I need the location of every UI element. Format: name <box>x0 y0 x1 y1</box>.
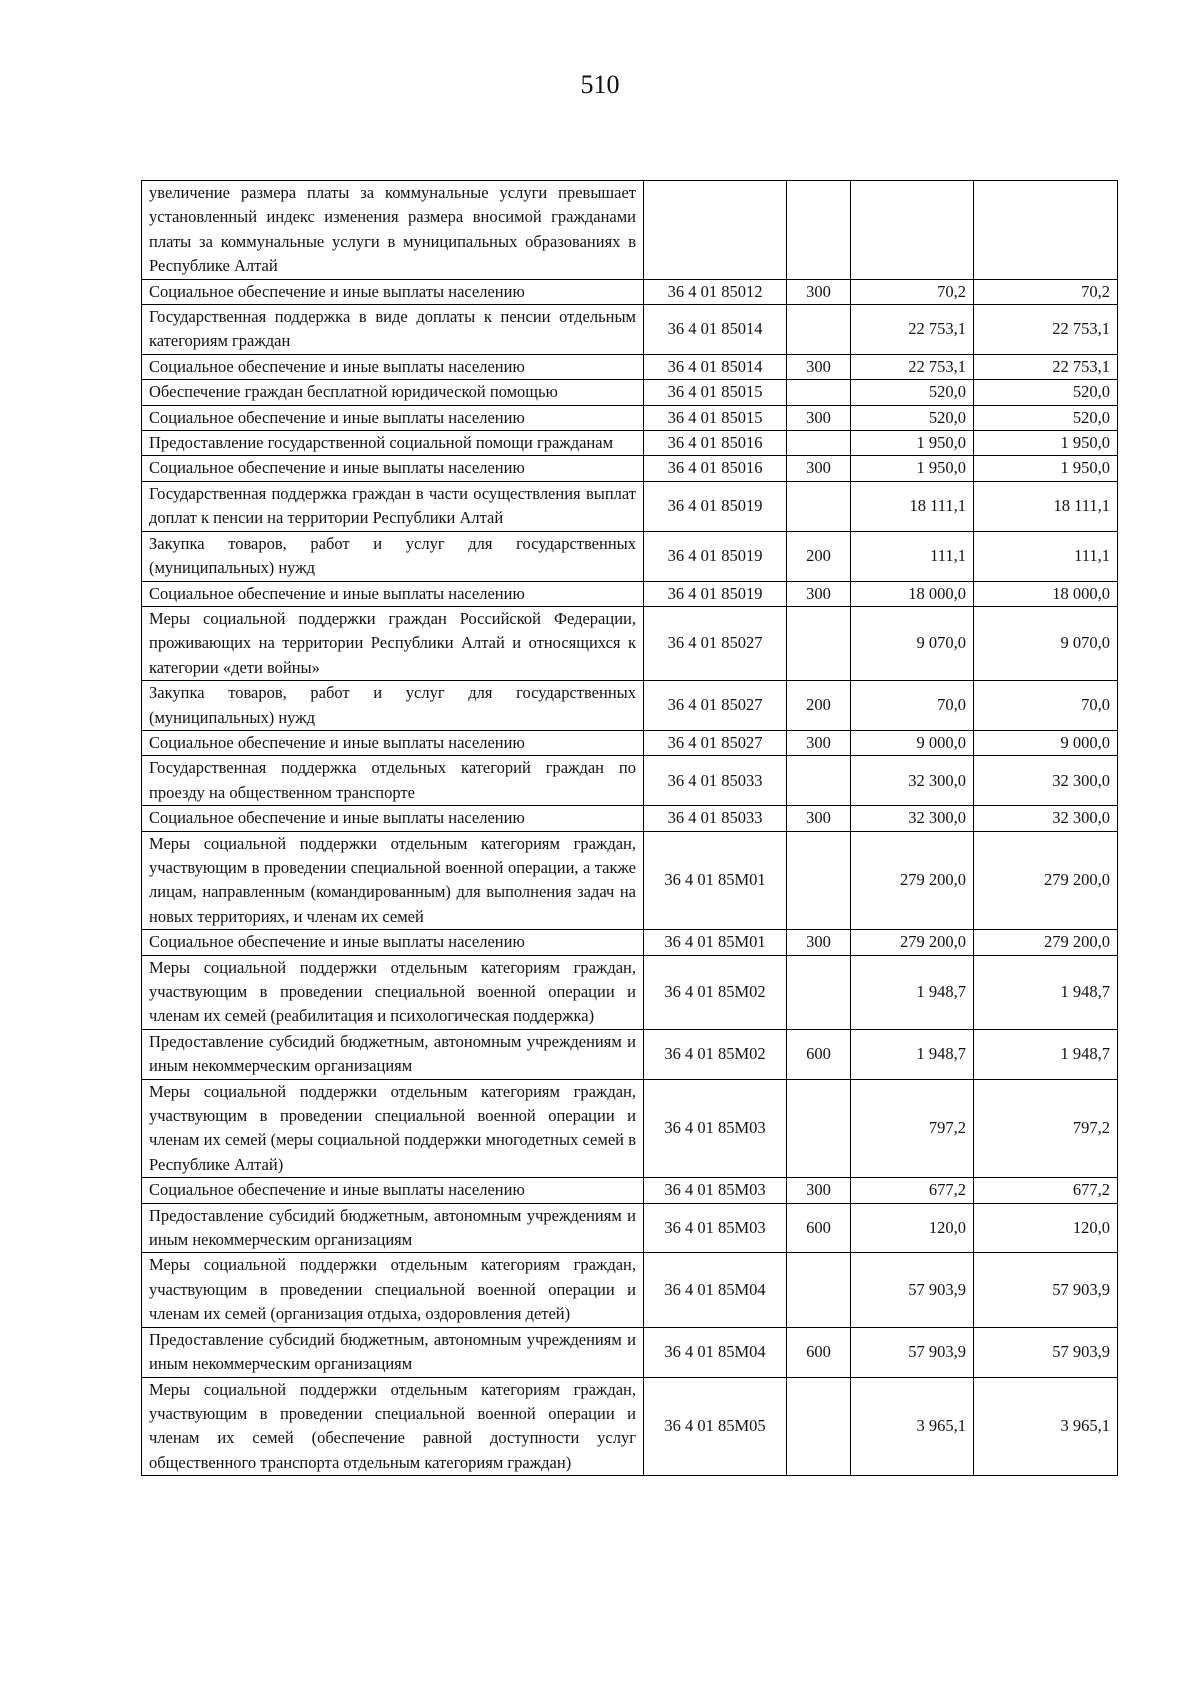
table-row <box>142 279 1118 304</box>
row-amount-year-1 <box>851 181 974 280</box>
table-row <box>142 1377 1118 1476</box>
row-target-code: 36 4 01 85М03 <box>644 1079 787 1178</box>
row-amount-year-1: 57 903,9 <box>851 1253 974 1327</box>
row-amount-year-2: 520,0 <box>974 405 1118 430</box>
table-row <box>142 481 1118 531</box>
row-amount-year-2: 22 753,1 <box>974 305 1118 355</box>
row-description: Меры социальной поддержки отдельным категориям граждан, участвующим в проведении специальной военной операции, а также лицам, направленным (командированным) для выполнения задач на новых территориях, и членам их семей <box>142 831 644 930</box>
row-amount-year-2: 57 903,9 <box>974 1327 1118 1377</box>
row-amount-year-1: 279 200,0 <box>851 930 974 955</box>
table-row <box>142 305 1118 355</box>
row-amount-year-2: 3 965,1 <box>974 1377 1118 1476</box>
row-amount-year-1: 18 000,0 <box>851 581 974 606</box>
row-amount-year-2: 1 948,7 <box>974 955 1118 1029</box>
row-target-code: 36 4 01 85М04 <box>644 1327 787 1377</box>
table-row <box>142 456 1118 481</box>
row-description: Меры социальной поддержки отдельным категориям граждан, участвующим в проведении специальной военной операции и членам их семей (меры социальной поддержки многодетных семей в Республике Алтай) <box>142 1079 644 1178</box>
row-amount-year-1: 70,0 <box>851 681 974 731</box>
row-amount-year-2: 70,0 <box>974 681 1118 731</box>
row-target-code: 36 4 01 85М01 <box>644 831 787 930</box>
row-amount-year-2 <box>974 181 1118 280</box>
row-amount-year-1: 520,0 <box>851 380 974 405</box>
row-description: Социальное обеспечение и иные выплаты населению <box>142 1178 644 1203</box>
row-description: Предоставление субсидий бюджетным, автономным учреждениям и иным некоммерческим организациям <box>142 1327 644 1377</box>
row-description: Социальное обеспечение и иные выплаты населению <box>142 405 644 430</box>
table-row <box>142 1079 1118 1178</box>
row-target-code: 36 4 01 85014 <box>644 354 787 379</box>
row-amount-year-2: 520,0 <box>974 380 1118 405</box>
row-description: Государственная поддержка отдельных категорий граждан по проезду на общественном транспорте <box>142 756 644 806</box>
row-amount-year-2: 9 070,0 <box>974 606 1118 680</box>
row-amount-year-2: 120,0 <box>974 1203 1118 1253</box>
row-target-code: 36 4 01 85014 <box>644 305 787 355</box>
table-row <box>142 581 1118 606</box>
row-expense-type <box>787 380 851 405</box>
row-description: Закупка товаров, работ и услуг для государственных (муниципальных) нужд <box>142 681 644 731</box>
row-target-code: 36 4 01 85016 <box>644 456 787 481</box>
row-expense-type <box>787 1079 851 1178</box>
row-description: Государственная поддержка граждан в части осуществления выплат доплат к пенсии на территории Республики Алтай <box>142 481 644 531</box>
table-row <box>142 806 1118 831</box>
row-amount-year-2: 32 300,0 <box>974 756 1118 806</box>
row-expense-type: 300 <box>787 930 851 955</box>
row-target-code: 36 4 01 85027 <box>644 606 787 680</box>
row-description: Предоставление субсидий бюджетным, автономным учреждениям и иным некоммерческим организациям <box>142 1029 644 1079</box>
row-target-code: 36 4 01 85019 <box>644 481 787 531</box>
row-target-code: 36 4 01 85019 <box>644 531 787 581</box>
table-row <box>142 606 1118 680</box>
table-row <box>142 1253 1118 1327</box>
row-target-code: 36 4 01 85М02 <box>644 955 787 1029</box>
row-description: Социальное обеспечение и иные выплаты населению <box>142 354 644 379</box>
row-description: Меры социальной поддержки отдельным категориям граждан, участвующим в проведении специальной военной операции и членам их семей (организация отдыха, оздоровления детей) <box>142 1253 644 1327</box>
row-amount-year-1: 3 965,1 <box>851 1377 974 1476</box>
row-amount-year-2: 70,2 <box>974 279 1118 304</box>
table-row <box>142 1178 1118 1203</box>
row-amount-year-1: 1 948,7 <box>851 1029 974 1079</box>
row-description: Государственная поддержка в виде доплаты к пенсии отдельным категориям граждан <box>142 305 644 355</box>
table-row <box>142 681 1118 731</box>
row-expense-type <box>787 606 851 680</box>
row-description: Меры социальной поддержки отдельным категориям граждан, участвующим в проведении специальной военной операции и членам их семей (обеспечение равной доступности услуг общественного транспорта отдельным категориям граждан) <box>142 1377 644 1476</box>
row-target-code: 36 4 01 85015 <box>644 380 787 405</box>
table-row <box>142 1203 1118 1253</box>
row-amount-year-1: 9 070,0 <box>851 606 974 680</box>
row-amount-year-2: 9 000,0 <box>974 730 1118 755</box>
row-target-code <box>644 181 787 280</box>
row-description: Социальное обеспечение и иные выплаты населению <box>142 279 644 304</box>
table-row <box>142 730 1118 755</box>
row-description: Предоставление субсидий бюджетным, автономным учреждениям и иным некоммерческим организациям <box>142 1203 644 1253</box>
row-target-code: 36 4 01 85М01 <box>644 930 787 955</box>
row-expense-type <box>787 305 851 355</box>
row-target-code: 36 4 01 85012 <box>644 279 787 304</box>
row-amount-year-1: 1 950,0 <box>851 456 974 481</box>
table-row <box>142 181 1118 280</box>
row-description: Предоставление государственной социальной помощи гражданам <box>142 431 644 456</box>
row-target-code: 36 4 01 85015 <box>644 405 787 430</box>
row-expense-type: 600 <box>787 1029 851 1079</box>
table-row <box>142 431 1118 456</box>
row-expense-type: 200 <box>787 531 851 581</box>
row-target-code: 36 4 01 85М04 <box>644 1253 787 1327</box>
row-expense-type: 300 <box>787 279 851 304</box>
row-amount-year-1: 70,2 <box>851 279 974 304</box>
row-amount-year-1: 22 753,1 <box>851 305 974 355</box>
table-row <box>142 531 1118 581</box>
row-amount-year-1: 1 948,7 <box>851 955 974 1029</box>
row-amount-year-1: 111,1 <box>851 531 974 581</box>
row-target-code: 36 4 01 85027 <box>644 730 787 755</box>
row-amount-year-2: 57 903,9 <box>974 1253 1118 1327</box>
row-amount-year-2: 1 950,0 <box>974 431 1118 456</box>
row-expense-type <box>787 1377 851 1476</box>
row-amount-year-2: 22 753,1 <box>974 354 1118 379</box>
row-amount-year-2: 111,1 <box>974 531 1118 581</box>
row-amount-year-2: 279 200,0 <box>974 930 1118 955</box>
row-expense-type: 300 <box>787 456 851 481</box>
row-description: Обеспечение граждан бесплатной юридической помощью <box>142 380 644 405</box>
table-row <box>142 1327 1118 1377</box>
row-expense-type <box>787 431 851 456</box>
row-amount-year-1: 520,0 <box>851 405 974 430</box>
budget-table <box>141 180 1118 1476</box>
row-target-code: 36 4 01 85027 <box>644 681 787 731</box>
budget-table-body <box>142 181 1118 1476</box>
table-row <box>142 405 1118 430</box>
row-amount-year-2: 797,2 <box>974 1079 1118 1178</box>
row-expense-type <box>787 1253 851 1327</box>
row-expense-type: 300 <box>787 354 851 379</box>
row-description: Меры социальной поддержки отдельным категориям граждан, участвующим в проведении специальной военной операции и членам их семей (реабилитация и психологическая поддержка) <box>142 955 644 1029</box>
row-description: Социальное обеспечение и иные выплаты населению <box>142 456 644 481</box>
row-target-code: 36 4 01 85019 <box>644 581 787 606</box>
table-row <box>142 1029 1118 1079</box>
table-row <box>142 756 1118 806</box>
row-amount-year-2: 1 948,7 <box>974 1029 1118 1079</box>
row-amount-year-2: 1 950,0 <box>974 456 1118 481</box>
row-amount-year-1: 9 000,0 <box>851 730 974 755</box>
table-row <box>142 380 1118 405</box>
row-amount-year-1: 57 903,9 <box>851 1327 974 1377</box>
row-amount-year-1: 18 111,1 <box>851 481 974 531</box>
row-expense-type: 300 <box>787 806 851 831</box>
row-expense-type <box>787 955 851 1029</box>
row-expense-type: 300 <box>787 405 851 430</box>
row-amount-year-1: 797,2 <box>851 1079 974 1178</box>
row-expense-type <box>787 181 851 280</box>
row-target-code: 36 4 01 85016 <box>644 431 787 456</box>
row-target-code: 36 4 01 85М05 <box>644 1377 787 1476</box>
row-amount-year-2: 18 111,1 <box>974 481 1118 531</box>
row-amount-year-2: 18 000,0 <box>974 581 1118 606</box>
row-amount-year-1: 1 950,0 <box>851 431 974 456</box>
row-expense-type: 300 <box>787 1178 851 1203</box>
row-expense-type: 200 <box>787 681 851 731</box>
row-target-code: 36 4 01 85М02 <box>644 1029 787 1079</box>
row-description: Закупка товаров, работ и услуг для государственных (муниципальных) нужд <box>142 531 644 581</box>
table-row <box>142 831 1118 930</box>
page-number: 510 <box>580 70 620 99</box>
row-amount-year-1: 120,0 <box>851 1203 974 1253</box>
row-amount-year-2: 279 200,0 <box>974 831 1118 930</box>
table-row <box>142 955 1118 1029</box>
row-amount-year-1: 677,2 <box>851 1178 974 1203</box>
row-description: Социальное обеспечение и иные выплаты населению <box>142 581 644 606</box>
row-target-code: 36 4 01 85М03 <box>644 1203 787 1253</box>
row-description: Социальное обеспечение и иные выплаты населению <box>142 806 644 831</box>
row-description: Меры социальной поддержки граждан Российской Федерации, проживающих на территории Республики Алтай и относящихся к категории «дети войны» <box>142 606 644 680</box>
row-amount-year-1: 22 753,1 <box>851 354 974 379</box>
row-amount-year-2: 32 300,0 <box>974 806 1118 831</box>
row-amount-year-2: 677,2 <box>974 1178 1118 1203</box>
row-description: Социальное обеспечение и иные выплаты населению <box>142 730 644 755</box>
table-row <box>142 354 1118 379</box>
row-expense-type: 300 <box>787 581 851 606</box>
row-expense-type <box>787 756 851 806</box>
row-description: увеличение размера платы за коммунальные услуги превышает установленный индекс изменения размера вносимой гражданами платы за коммунальные услуги в муниципальных образованиях в Республике Алтай <box>142 181 644 280</box>
table-row <box>142 930 1118 955</box>
row-expense-type: 600 <box>787 1203 851 1253</box>
row-target-code: 36 4 01 85033 <box>644 806 787 831</box>
row-target-code: 36 4 01 85М03 <box>644 1178 787 1203</box>
row-amount-year-1: 279 200,0 <box>851 831 974 930</box>
row-amount-year-1: 32 300,0 <box>851 806 974 831</box>
row-description: Социальное обеспечение и иные выплаты населению <box>142 930 644 955</box>
row-expense-type: 600 <box>787 1327 851 1377</box>
row-expense-type: 300 <box>787 730 851 755</box>
row-target-code: 36 4 01 85033 <box>644 756 787 806</box>
row-amount-year-1: 32 300,0 <box>851 756 974 806</box>
row-expense-type <box>787 831 851 930</box>
row-expense-type <box>787 481 851 531</box>
